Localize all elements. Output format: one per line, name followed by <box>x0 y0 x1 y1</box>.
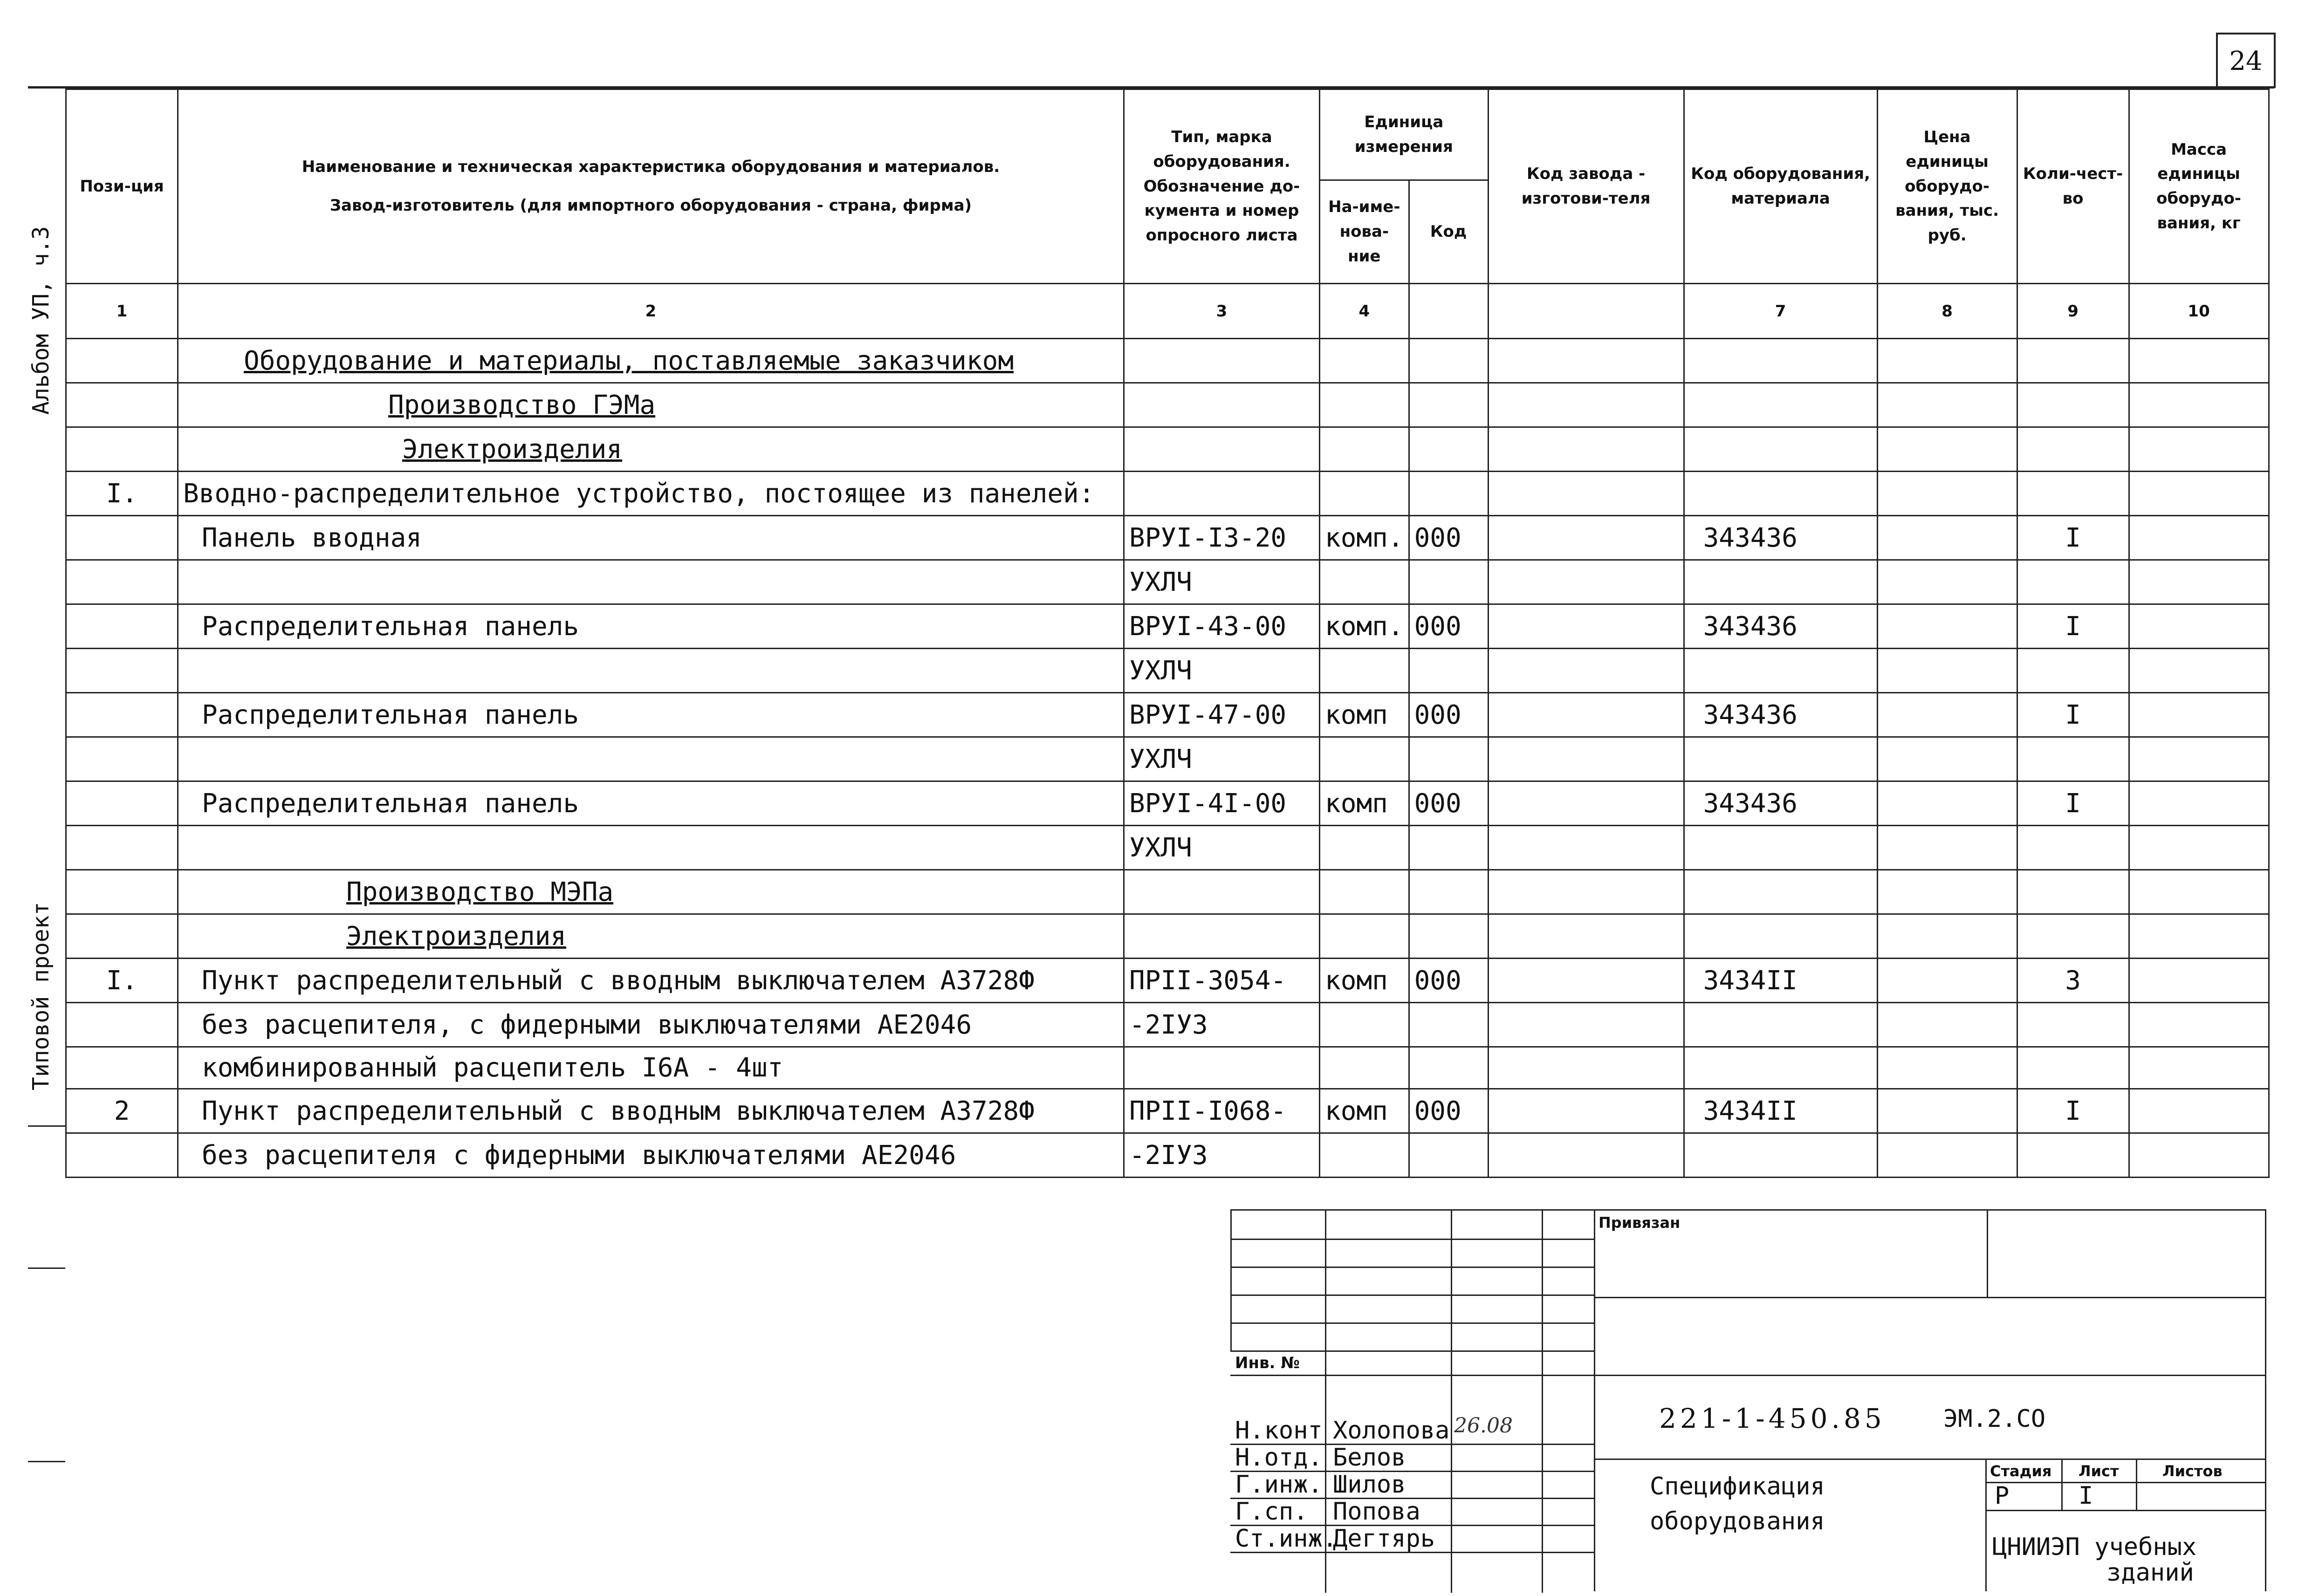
row-qty <box>2017 339 2129 383</box>
row-price <box>1877 604 2017 649</box>
bound-label: Привязан <box>1599 1214 1681 1232</box>
row-unit <box>1320 826 1409 870</box>
row-mass <box>2129 693 2269 737</box>
row-unit <box>1320 339 1409 383</box>
table-row <box>66 781 2269 826</box>
divider <box>1594 1375 2265 1376</box>
table-row <box>66 427 2269 472</box>
col-header-mass: Масса единицы оборудо-вания, кг <box>2129 89 2269 284</box>
row-qty <box>2017 560 2129 604</box>
row-unit <box>1320 1133 1409 1178</box>
row-name: Электроизделия <box>178 427 1124 472</box>
row-price <box>1877 1003 2017 1047</box>
row-unit-code: 000 <box>1409 693 1488 737</box>
signature-name: Белов <box>1333 1444 1406 1472</box>
row-name: Распределительная панель <box>178 781 1124 826</box>
row-equip-code <box>1684 1047 1877 1089</box>
row-type: УХЛЧ <box>1124 649 1320 693</box>
org-line1: ЦНИИЭП учебных <box>1992 1533 2197 1561</box>
row-qty <box>2017 737 2129 781</box>
row-plant-code <box>1488 914 1684 959</box>
row-pos <box>66 427 178 472</box>
row-unit-code: 000 <box>1409 1089 1488 1133</box>
row-type: -2IУ3 <box>1124 1133 1320 1178</box>
row-type: ВРУI-I3-20 <box>1124 516 1320 560</box>
table-row <box>66 826 2269 870</box>
row-plant-code <box>1488 560 1684 604</box>
row-unit-code: 000 <box>1409 604 1488 649</box>
row-price <box>1877 516 2017 560</box>
sheet-label: Лист <box>2079 1462 2119 1480</box>
table-row <box>66 1047 2269 1089</box>
row-type: УХЛЧ <box>1124 737 1320 781</box>
row-price <box>1877 472 2017 516</box>
row-name: Панель вводная <box>178 516 1124 560</box>
row-qty <box>2017 870 2129 914</box>
row-unit: комп <box>1320 1089 1409 1133</box>
row-plant-code <box>1488 959 1684 1003</box>
row-unit <box>1320 870 1409 914</box>
row-qty <box>2017 1047 2129 1089</box>
row-mass <box>2129 1133 2269 1178</box>
sheet-value: I <box>2079 1482 2093 1510</box>
row-unit-code <box>1409 339 1488 383</box>
project-label: Типовой проект <box>28 902 54 1090</box>
table-row <box>66 472 2269 516</box>
row-pos <box>66 516 178 560</box>
row-qty: I <box>2017 516 2129 560</box>
row-plant-code <box>1488 826 1684 870</box>
row-unit: комп <box>1320 959 1409 1003</box>
row-name: Распределительная панель <box>178 604 1124 649</box>
row-unit <box>1320 383 1409 427</box>
row-equip-code <box>1684 826 1877 870</box>
row-mass <box>2129 383 2269 427</box>
row-plant-code <box>1488 472 1684 516</box>
row-unit: комп <box>1320 781 1409 826</box>
row-pos <box>66 1047 178 1089</box>
row-equip-code: 343436 <box>1684 604 1877 649</box>
stage-value: Р <box>1995 1482 2010 1510</box>
row-plant-code <box>1488 1003 1684 1047</box>
col-header-type: Тип, марка оборудования. Обозначение до-кумента и номер опросного листа <box>1124 89 1320 284</box>
row-type: УХЛЧ <box>1124 826 1320 870</box>
row-qty <box>2017 383 2129 427</box>
row-name: Оборудование и материалы, поставляемые заказчиком <box>178 339 1124 383</box>
row-plant-code <box>1488 870 1684 914</box>
table-row <box>66 693 2269 737</box>
row-type <box>1124 383 1320 427</box>
row-equip-code <box>1684 427 1877 472</box>
row-price <box>1877 693 2017 737</box>
row-type: ВРУI-43-00 <box>1124 604 1320 649</box>
row-price <box>1877 383 2017 427</box>
row-unit <box>1320 737 1409 781</box>
row-equip-code <box>1684 383 1877 427</box>
handwritten-signature: 26.08 <box>1454 1414 1513 1438</box>
row-unit-code <box>1409 870 1488 914</box>
table-row <box>66 339 2269 383</box>
row-unit: комп <box>1320 693 1409 737</box>
row-price <box>1877 781 2017 826</box>
row-name <box>178 737 1124 781</box>
row-unit-code <box>1409 383 1488 427</box>
row-unit-code <box>1409 472 1488 516</box>
row-mass <box>2129 826 2269 870</box>
row-price <box>1877 959 2017 1003</box>
stage-label: Стадия <box>1990 1462 2052 1480</box>
row-plant-code <box>1488 649 1684 693</box>
signature-role: Г.инж. <box>1235 1471 1323 1499</box>
table-row <box>66 959 2269 1003</box>
row-unit-code: 000 <box>1409 959 1488 1003</box>
row-qty: I <box>2017 1089 2129 1133</box>
table-row <box>66 870 2269 914</box>
bound-box-right <box>1985 1209 2266 1298</box>
row-pos <box>66 604 178 649</box>
col-header-pos: Пози-ция <box>66 89 178 284</box>
table-row <box>66 1003 2269 1047</box>
row-type: ВРУI-4I-00 <box>1124 781 1320 826</box>
table-row <box>66 604 2269 649</box>
margin-tick <box>28 1461 65 1462</box>
col-number: 4 <box>1320 284 1409 339</box>
row-type <box>1124 472 1320 516</box>
signature-role: Ст.инж. <box>1235 1525 1338 1553</box>
row-equip-code <box>1684 560 1877 604</box>
row-plant-code <box>1488 1047 1684 1089</box>
col-number <box>1488 284 1684 339</box>
signature-name: Попова <box>1333 1498 1420 1526</box>
row-name <box>178 560 1124 604</box>
row-mass <box>2129 427 2269 472</box>
row-unit-code <box>1409 1047 1488 1089</box>
row-type: УХЛЧ <box>1124 560 1320 604</box>
row-type: ВРУI-47-00 <box>1124 693 1320 737</box>
row-equip-code: 343436 <box>1684 516 1877 560</box>
specification-table <box>65 89 2270 1178</box>
row-price <box>1877 1047 2017 1089</box>
row-equip-code: 3434II <box>1684 1089 1877 1133</box>
row-mass <box>2129 781 2269 826</box>
row-qty <box>2017 826 2129 870</box>
table-row <box>66 560 2269 604</box>
row-unit <box>1320 1047 1409 1089</box>
row-pos <box>66 870 178 914</box>
signature-name: Шилов <box>1333 1471 1406 1499</box>
row-mass <box>2129 516 2269 560</box>
row-price <box>1877 737 2017 781</box>
row-pos <box>66 383 178 427</box>
row-name: Пункт распределительный с вводным выключателем А3728Ф <box>178 1089 1124 1133</box>
row-price <box>1877 427 2017 472</box>
row-name: без расцепителя, с фидерными выключателями АЕ2046 <box>178 1003 1124 1047</box>
row-pos <box>66 560 178 604</box>
row-pos <box>66 1003 178 1047</box>
row-price <box>1877 826 2017 870</box>
signature-role: Н.отд. <box>1235 1444 1323 1472</box>
col-header-name <box>178 89 1124 284</box>
row-unit-code <box>1409 914 1488 959</box>
row-mass <box>2129 1047 2269 1089</box>
doc-code: 221-1-450.85 <box>1659 1403 1886 1434</box>
row-unit-code <box>1409 560 1488 604</box>
row-pos <box>66 693 178 737</box>
row-qty <box>2017 427 2129 472</box>
row-plant-code <box>1488 383 1684 427</box>
row-mass <box>2129 649 2269 693</box>
table-row <box>66 1089 2269 1133</box>
row-pos <box>66 914 178 959</box>
col-number: 9 <box>2017 284 2129 339</box>
col-number: 1 <box>66 284 178 339</box>
col-header-qty: Коли-чест-во <box>2017 89 2129 284</box>
row-unit-code <box>1409 1003 1488 1047</box>
row-type <box>1124 914 1320 959</box>
sheet-number: 24 <box>2216 33 2276 88</box>
row-mass <box>2129 1089 2269 1133</box>
row-price <box>1877 914 2017 959</box>
row-pos <box>66 826 178 870</box>
row-unit <box>1320 427 1409 472</box>
col-number: 8 <box>1877 284 2017 339</box>
signature-name: Дегтярь <box>1333 1525 1435 1553</box>
row-qty: I <box>2017 693 2129 737</box>
row-unit-code: 000 <box>1409 516 1488 560</box>
row-plant-code <box>1488 516 1684 560</box>
row-equip-code <box>1684 1133 1877 1178</box>
signature-name: Холопова <box>1333 1417 1450 1445</box>
col-header-plant-code: Код завода - изготови-теля <box>1488 89 1684 284</box>
row-equip-code: 3434II <box>1684 959 1877 1003</box>
row-name <box>178 826 1124 870</box>
row-price <box>1877 1133 2017 1178</box>
row-pos <box>66 1133 178 1178</box>
row-equip-code <box>1684 870 1877 914</box>
row-equip-code <box>1684 472 1877 516</box>
row-equip-code <box>1684 339 1877 383</box>
row-pos: I. <box>66 472 178 516</box>
row-plant-code <box>1488 604 1684 649</box>
doc-mark: ЭМ.2.СО <box>1943 1405 2046 1433</box>
divider <box>1594 1209 1595 1591</box>
row-pos <box>66 339 178 383</box>
row-price <box>1877 1089 2017 1133</box>
row-type <box>1124 427 1320 472</box>
album-label: Альбом УП, ч.3 <box>28 226 54 415</box>
col-number: 7 <box>1684 284 1877 339</box>
row-type: -2IУ3 <box>1124 1003 1320 1047</box>
row-type <box>1124 1047 1320 1089</box>
row-name: Производство МЭПа <box>178 870 1124 914</box>
row-mass <box>2129 1003 2269 1047</box>
row-name: Электроизделия <box>178 914 1124 959</box>
signature-role: Н.конт <box>1235 1417 1323 1445</box>
row-qty: I <box>2017 604 2129 649</box>
row-unit-code <box>1409 649 1488 693</box>
row-plant-code <box>1488 1089 1684 1133</box>
col-header-unit-code: Код <box>1409 180 1488 284</box>
col-number <box>1409 284 1488 339</box>
row-plant-code <box>1488 737 1684 781</box>
table-body <box>66 339 2269 1178</box>
margin-tick <box>28 1267 65 1269</box>
row-unit: комп. <box>1320 604 1409 649</box>
row-unit <box>1320 649 1409 693</box>
row-equip-code: 343436 <box>1684 781 1877 826</box>
table-row <box>66 383 2269 427</box>
row-equip-code <box>1684 737 1877 781</box>
row-mass <box>2129 870 2269 914</box>
row-name: комбинированный расцепитель I6А - 4шт <box>178 1047 1124 1089</box>
row-unit <box>1320 560 1409 604</box>
org-line2: зданий <box>2106 1559 2194 1587</box>
row-name: без расцепителя с фидерными выключателями АЕ2046 <box>178 1133 1124 1178</box>
row-pos <box>66 649 178 693</box>
inv-label: Инв. № <box>1235 1354 1300 1372</box>
row-type: ПРII-I068- <box>1124 1089 1320 1133</box>
row-equip-code: 343436 <box>1684 693 1877 737</box>
row-equip-code <box>1684 649 1877 693</box>
col-number: 10 <box>2129 284 2269 339</box>
row-type <box>1124 339 1320 383</box>
row-unit-code <box>1409 1133 1488 1178</box>
row-equip-code <box>1684 1003 1877 1047</box>
row-qty: 3 <box>2017 959 2129 1003</box>
row-mass <box>2129 737 2269 781</box>
row-price <box>1877 339 2017 383</box>
row-mass <box>2129 604 2269 649</box>
row-name <box>178 649 1124 693</box>
row-name: Вводно-распределительное устройство, постоящее из панелей: <box>178 472 1124 516</box>
row-unit <box>1320 1003 1409 1047</box>
row-mass <box>2129 472 2269 516</box>
row-type <box>1124 870 1320 914</box>
row-name: Распределительная панель <box>178 693 1124 737</box>
row-plant-code <box>1488 339 1684 383</box>
row-qty <box>2017 649 2129 693</box>
row-unit: комп. <box>1320 516 1409 560</box>
row-mass <box>2129 560 2269 604</box>
signature-role: Г.сп. <box>1235 1498 1308 1526</box>
col-header-equip-code: Код оборудования, материала <box>1684 89 1877 284</box>
table-row <box>66 1133 2269 1178</box>
col-header-name-line1: Наименование и техническая характеристика оборудования и материалов. <box>302 158 1000 177</box>
row-qty <box>2017 472 2129 516</box>
row-pos <box>66 737 178 781</box>
row-equip-code <box>1684 914 1877 959</box>
table-row <box>66 649 2269 693</box>
row-qty <box>2017 1003 2129 1047</box>
doc-title-line2: оборудования <box>1650 1507 1825 1535</box>
row-type: ПРII-3054- <box>1124 959 1320 1003</box>
col-header-price: Цена единицы оборудо-вания, тыс. руб. <box>1877 89 2017 284</box>
row-price <box>1877 649 2017 693</box>
row-qty <box>2017 914 2129 959</box>
row-qty <box>2017 1133 2129 1178</box>
row-price <box>1877 560 2017 604</box>
col-header-unit-name: На-име-нова-ние <box>1320 180 1409 284</box>
col-header-name-line2: Завод-изготовитель (для импортного оборудования - страна, фирма) <box>329 196 972 215</box>
row-pos: 2 <box>66 1089 178 1133</box>
row-pos <box>66 781 178 826</box>
row-unit-code <box>1409 737 1488 781</box>
row-unit <box>1320 472 1409 516</box>
revision-grid <box>1230 1209 1595 1352</box>
table-row <box>66 914 2269 959</box>
col-number: 2 <box>178 284 1124 339</box>
row-name: Производство ГЭМа <box>178 383 1124 427</box>
row-unit-code: 000 <box>1409 781 1488 826</box>
row-qty: I <box>2017 781 2129 826</box>
table-row <box>66 516 2269 560</box>
row-unit-code <box>1409 826 1488 870</box>
margin-tick <box>28 1125 65 1127</box>
row-mass <box>2129 959 2269 1003</box>
row-plant-code <box>1488 693 1684 737</box>
row-mass <box>2129 339 2269 383</box>
divider <box>1230 1375 1594 1376</box>
row-pos: I. <box>66 959 178 1003</box>
col-header-unit: Единица измерения <box>1320 89 1489 180</box>
row-unit <box>1320 914 1409 959</box>
table-row <box>66 737 2269 781</box>
sheets-label: Листов <box>2162 1462 2223 1480</box>
row-plant-code <box>1488 427 1684 472</box>
row-plant-code <box>1488 1133 1684 1178</box>
row-plant-code <box>1488 781 1684 826</box>
row-name: Пункт распределительный с вводным выключателем А3728Ф <box>178 959 1124 1003</box>
col-number: 3 <box>1124 284 1320 339</box>
row-mass <box>2129 914 2269 959</box>
row-unit-code <box>1409 427 1488 472</box>
row-price <box>1877 870 2017 914</box>
doc-title-line1: Спецификация <box>1650 1473 1825 1500</box>
